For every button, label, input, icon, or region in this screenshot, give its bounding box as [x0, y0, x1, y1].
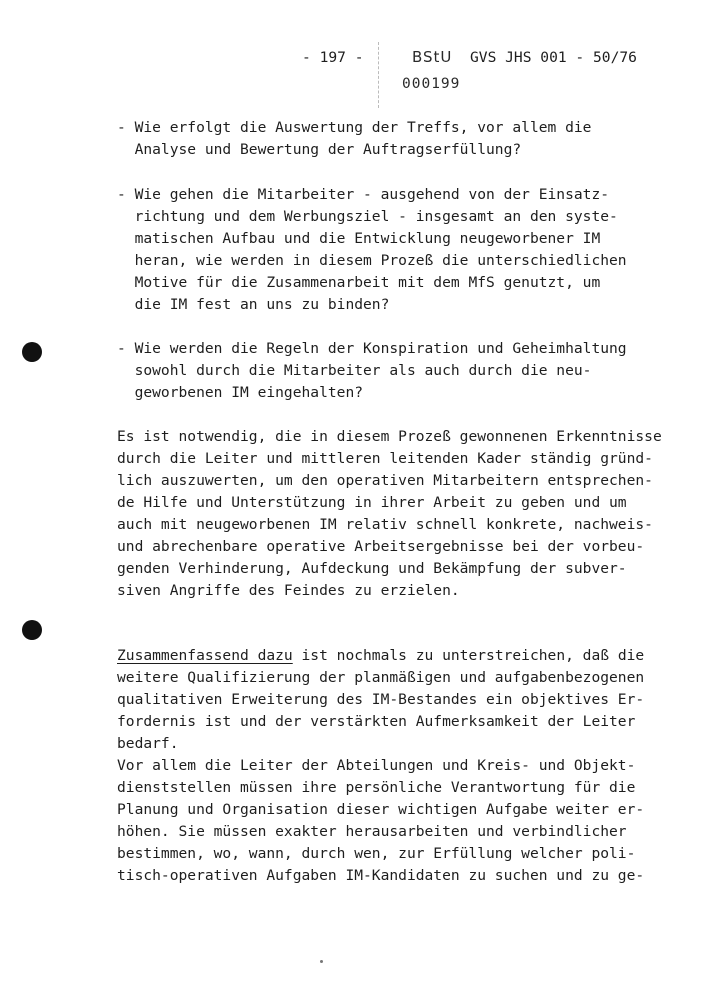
bullet2-line: die IM fest an uns zu binden?: [117, 296, 390, 313]
bullet2-line: - Wie gehen die Mitarbeiter - ausgehend von der Einsatz-: [117, 186, 610, 203]
bullet3-line: sowohl durch die Mitarbeiter als auch durch die neu-: [117, 362, 592, 379]
summary-heading: Zusammenfassend dazu: [117, 647, 293, 664]
paper-speck: [320, 960, 323, 963]
paragraph2-line: weitere Qualifizierung der planmäßigen und aufgabenbezogenen: [117, 669, 645, 686]
bullet2-line: matischen Aufbau und die Entwicklung neugeworbener IM: [117, 230, 601, 247]
bullet3-line: geworbenen IM eingehalten?: [117, 384, 364, 401]
paragraph3-line: tisch-operativen Aufgaben IM-Kandidaten zu suchen und zu ge-: [117, 867, 645, 884]
paragraph2-first-rest: ist nochmals zu unterstreichen, daß die: [292, 647, 645, 664]
paragraph3-line: Vor allem die Leiter der Abteilungen und Kreis- und Objekt-: [117, 757, 636, 774]
paragraph2-first-line: [117, 646, 644, 666]
bullet1-line: - Wie erfolgt die Auswertung der Treffs, vor allem die: [117, 119, 592, 136]
paragraph1-line: lich auszuwerten, um den operativen Mitarbeitern entsprechen-: [117, 472, 653, 489]
bullet2-line: Motive für die Zusammenarbeit mit dem MfS genutzt, um: [117, 274, 601, 291]
paragraph3-line: höhen. Sie müssen exakter herausarbeiten und verbindlicher: [117, 823, 627, 840]
paragraph1-line: de Hilfe und Unterstützung in ihrer Arbeit zu geben und um: [117, 494, 627, 511]
bullet3-line: - Wie werden die Regeln der Konspiration und Geheimhaltung: [117, 340, 627, 357]
bullet2-line: heran, wie werden in diesem Prozeß die unterschiedlichen: [117, 252, 627, 269]
paragraph3-line: Planung und Organisation dieser wichtigen Aufgabe weiter er-: [117, 801, 645, 818]
document-reference: GVS JHS 001 - 50/76: [470, 49, 637, 66]
punch-hole-top: [22, 342, 42, 362]
paragraph1-line: und abrechenbare operative Arbeitsergebnisse bei der vorbeu-: [117, 538, 645, 555]
archive-stamp-number: 000199: [402, 76, 461, 92]
punch-hole-bottom: [22, 620, 42, 640]
paragraph1-line: siven Angriffe des Feindes zu erzielen.: [117, 582, 460, 599]
bullet1-line: Analyse und Bewertung der Auftragserfüllung?: [117, 141, 522, 158]
paragraph1-line: Es ist notwendig, die in diesem Prozeß gewonnenen Erkenntnisse: [117, 428, 662, 445]
paragraph1-line: auch mit neugeworbenen IM relativ schnell konkrete, nachweis-: [117, 516, 653, 533]
paragraph3-line: dienststellen müssen ihre persönliche Verantwortung für die: [117, 779, 636, 796]
archive-stamp-label: BStU: [412, 48, 453, 66]
paragraph2-line: qualitativen Erweiterung des IM-Bestandes ein objektives Er-: [117, 691, 645, 708]
paragraph2-line: fordernis ist und der verstärkten Aufmerksamkeit der Leiter: [117, 713, 636, 730]
paragraph1-line: genden Verhinderung, Aufdeckung und Bekämpfung der subver-: [117, 560, 627, 577]
paragraph1-line: durch die Leiter und mittleren leitenden Kader ständig gründ-: [117, 450, 653, 467]
page-number: - 197 -: [302, 49, 364, 66]
paragraph2-line: bedarf.: [117, 735, 179, 752]
bullet2-line: richtung und dem Werbungsziel - insgesamt an den syste-: [117, 208, 618, 225]
paragraph3-line: bestimmen, wo, wann, durch wen, zur Erfüllung welcher poli-: [117, 845, 636, 862]
